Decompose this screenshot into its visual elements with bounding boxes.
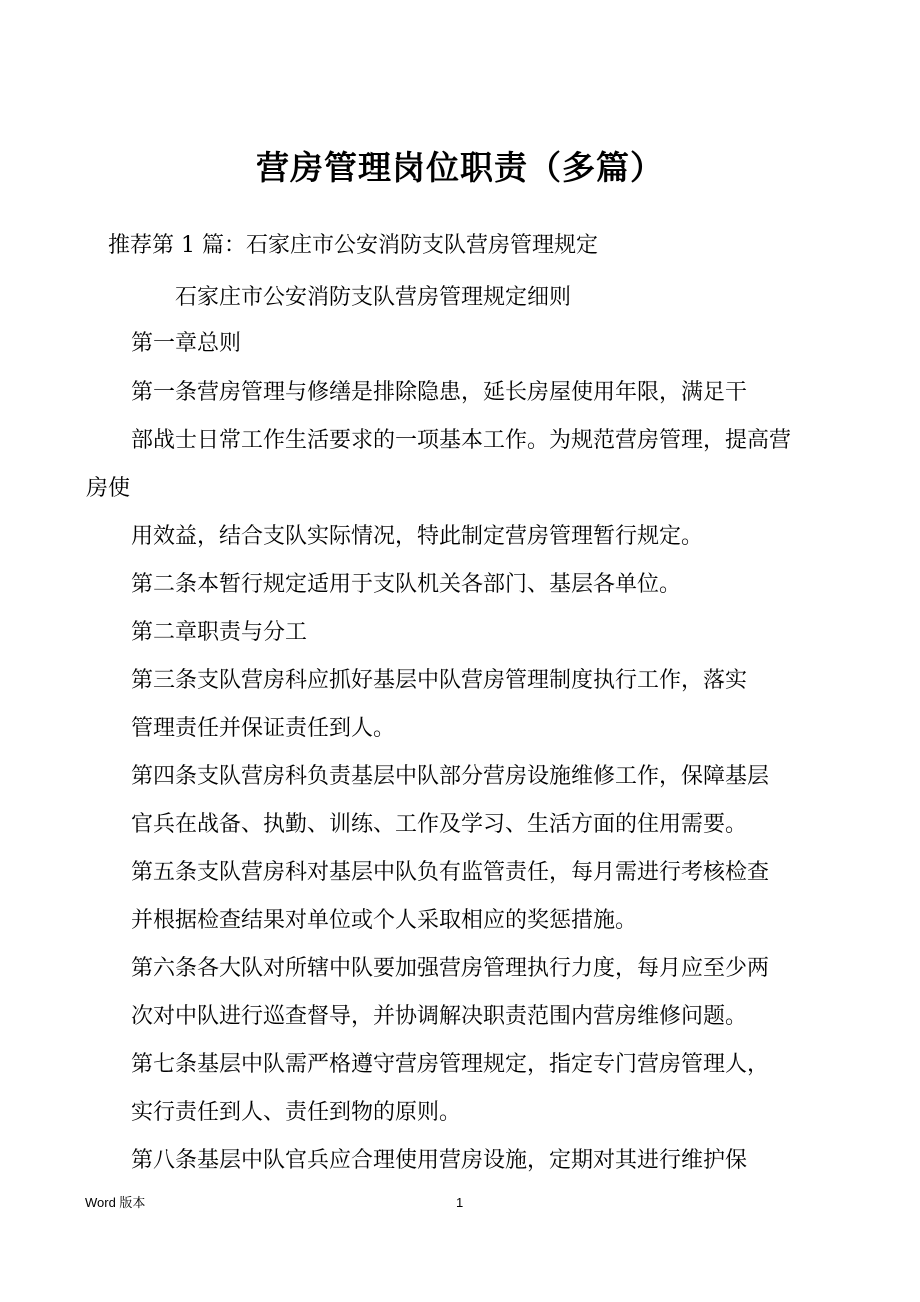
document-title: 营房管理岗位职责（多篇） — [256, 148, 664, 187]
body-line: 用效益，结合支队实际情况，特此制定营房管理暂行规定。 — [131, 524, 704, 549]
subtitle-line: 石家庄市公安消防支队营房管理规定细则 — [175, 285, 572, 310]
body-line: 管理责任并保证责任到人。 — [131, 716, 396, 741]
body-line: 并根据检查结果对单位或个人采取相应的奖惩措施。 — [131, 908, 638, 933]
body-line: 官兵在战备、执勤、训练、工作及学习、生活方面的住用需要。 — [131, 812, 748, 837]
body-line: 第一章总则 — [131, 331, 242, 356]
body-line: 第二条本暂行规定适用于支队机关各部门、基层各单位。 — [131, 572, 682, 597]
body-line: 第六条各大队对所辖中队要加强营房管理执行力度，每月应至少两 — [131, 956, 770, 981]
body-line: 次对中队进行巡查督导，并协调解决职责范围内营房维修问题。 — [131, 1004, 748, 1029]
body-line: 实行责任到人、责任到物的原则。 — [131, 1100, 462, 1125]
body-line: 第七条基层中队需严格遵守营房管理规定，指定专门营房管理人， — [131, 1052, 770, 1077]
body-line: 第二章职责与分工 — [131, 620, 308, 645]
body-line: 第八条基层中队官兵应合理使用营房设施，定期对其进行维护保 — [131, 1148, 748, 1173]
body-line: 第三条支队营房科应抓好基层中队营房管理制度执行工作，落实 — [131, 668, 748, 693]
body-line: 部战士日常工作生活要求的一项基本工作。为规范营房管理，提高营 — [131, 428, 792, 453]
page-number: 1 — [456, 1195, 464, 1210]
body-line: 第四条支队营房科负责基层中队部分营房设施维修工作，保障基层 — [131, 764, 770, 789]
recommend-line: 推荐第 1 篇：石家庄市公安消防支队营房管理规定 — [108, 233, 598, 258]
body-line: 第一条营房管理与修缮是排除隐患，延长房屋使用年限，满足干 — [131, 380, 748, 405]
body-line: 第五条支队营房科对基层中队负有监管责任，每月需进行考核检查 — [131, 860, 770, 885]
body-line: 房使 — [86, 476, 131, 501]
footer-label: Word 版本 — [85, 1195, 146, 1210]
